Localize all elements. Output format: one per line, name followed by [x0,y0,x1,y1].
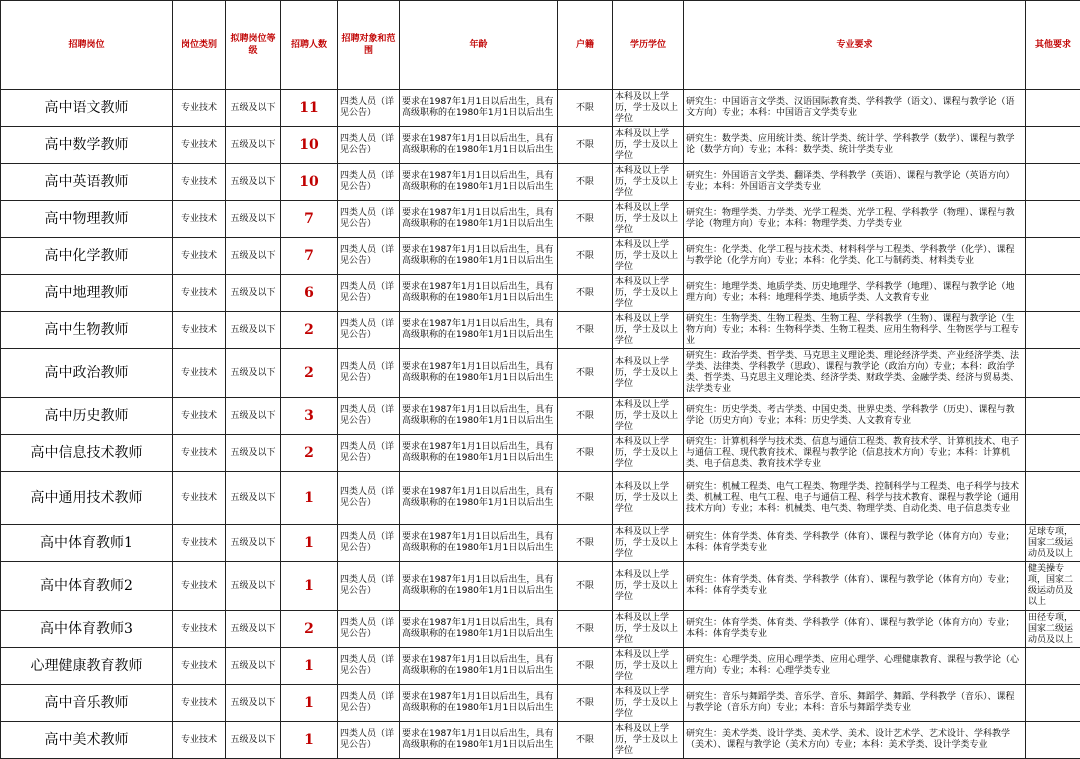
row-count: 1 [281,648,338,685]
row-post: 高中音乐教师 [1,685,173,722]
row-count: 10 [281,164,338,201]
row-age: 要求在1987年1月1日以后出生，具有高级职称的在1980年1月1日以后出生 [400,525,558,562]
row-category: 专业技术 [173,472,226,525]
row-other [1026,90,1080,127]
row-age: 要求在1987年1月1日以后出生，具有高级职称的在1980年1月1日以后出生 [400,238,558,275]
row-edu: 本科及以上学历，学士及以上学位 [613,127,684,164]
table-row [1,648,1080,685]
row-target: 四类人员（详见公告） [338,472,400,525]
row-edu: 本科及以上学历，学士及以上学位 [613,562,684,611]
row-category: 专业技术 [173,201,226,238]
row-level: 五级及以下 [226,398,281,435]
table-row [1,611,1080,648]
table-row [1,398,1080,435]
row-huji: 不限 [558,525,613,562]
row-level: 五级及以下 [226,238,281,275]
row-level: 五级及以下 [226,472,281,525]
row-count: 3 [281,398,338,435]
row-post: 高中生物教师 [1,312,173,349]
header-huji: 户籍 [558,1,613,90]
row-post: 高中数学教师 [1,127,173,164]
table-row [1,435,1080,472]
row-other: 田径专项，国家二级运动员及以上 [1026,611,1080,648]
row-major: 研究生：中国语言文学类、汉语国际教育类、学科教学（语文）、课程与教学论（语文方向）专业；本科：中国语言文学类专业 [684,90,1026,127]
row-age: 要求在1987年1月1日以后出生，具有高级职称的在1980年1月1日以后出生 [400,312,558,349]
row-major: 研究生：体育学类、体育类、学科教学（体育）、课程与教学论（体育方向）专业；本科：体育学类专业 [684,611,1026,648]
row-other [1026,238,1080,275]
row-level: 五级及以下 [226,648,281,685]
row-target: 四类人员（详见公告） [338,164,400,201]
row-count: 7 [281,201,338,238]
row-level: 五级及以下 [226,201,281,238]
table-row [1,238,1080,275]
row-post: 高中体育教师1 [1,525,173,562]
row-target: 四类人员（详见公告） [338,238,400,275]
table-row [1,201,1080,238]
row-major: 研究生：体育学类、体育类、学科教学（体育）、课程与教学论（体育方向）专业；本科：体育学类专业 [684,562,1026,611]
row-category: 专业技术 [173,398,226,435]
row-target: 四类人员（详见公告） [338,685,400,722]
header-count: 招聘人数 [281,1,338,90]
row-edu: 本科及以上学历，学士及以上学位 [613,435,684,472]
row-post: 高中体育教师2 [1,562,173,611]
row-level: 五级及以下 [226,525,281,562]
row-category: 专业技术 [173,238,226,275]
row-major: 研究生：外国语言文学类、翻译类、学科教学（英语）、课程与教学论（英语方向）专业；本科：外国语言文学类专业 [684,164,1026,201]
row-other [1026,312,1080,349]
row-edu: 本科及以上学历，学士及以上学位 [613,349,684,398]
row-target: 四类人员（详见公告） [338,201,400,238]
row-target: 四类人员（详见公告） [338,312,400,349]
row-target: 四类人员（详见公告） [338,562,400,611]
row-target: 四类人员（详见公告） [338,648,400,685]
row-age: 要求在1987年1月1日以后出生，具有高级职称的在1980年1月1日以后出生 [400,722,558,759]
row-level: 五级及以下 [226,275,281,312]
row-other [1026,201,1080,238]
row-huji: 不限 [558,398,613,435]
row-edu: 本科及以上学历，学士及以上学位 [613,685,684,722]
row-edu: 本科及以上学历，学士及以上学位 [613,164,684,201]
row-huji: 不限 [558,127,613,164]
header-target: 招聘对象和范围 [338,1,400,90]
row-count: 1 [281,472,338,525]
row-age: 要求在1987年1月1日以后出生，具有高级职称的在1980年1月1日以后出生 [400,685,558,722]
row-huji: 不限 [558,238,613,275]
row-post: 高中通用技术教师 [1,472,173,525]
header-age: 年龄 [400,1,558,90]
row-huji: 不限 [558,90,613,127]
row-major: 研究生：心理学类、应用心理学类、应用心理学、心理健康教育、课程与教学论（心理方向）专业；本科：心理学类专业 [684,648,1026,685]
row-edu: 本科及以上学历，学士及以上学位 [613,611,684,648]
row-other [1026,472,1080,525]
row-target: 四类人员（详见公告） [338,722,400,759]
row-other [1026,435,1080,472]
row-age: 要求在1987年1月1日以后出生，具有高级职称的在1980年1月1日以后出生 [400,611,558,648]
row-age: 要求在1987年1月1日以后出生，具有高级职称的在1980年1月1日以后出生 [400,349,558,398]
row-age: 要求在1987年1月1日以后出生，具有高级职称的在1980年1月1日以后出生 [400,127,558,164]
row-huji: 不限 [558,722,613,759]
row-level: 五级及以下 [226,562,281,611]
row-major: 研究生：政治学类、哲学类、马克思主义理论类、理论经济学类、产业经济学类、法学类、法律类、学科教学（思政）、课程与教学论（政治方向）专业；本科：政治学类、哲学类、马克思主义理论类、经济学类、财政学类、金融学类、经济与贸易类、法学类专业 [684,349,1026,398]
row-major: 研究生：历史学类、考古学类、中国史类、世界史类、学科教学（历史）、课程与教学论（历史方向）专业；本科：历史学类、人文教育专业 [684,398,1026,435]
row-huji: 不限 [558,472,613,525]
row-major: 研究生：地理学类、地质学类、历史地理学、学科教学（地理）、课程与教学论（地理方向）专业；本科：地理科学类、地质学类、人文教育专业 [684,275,1026,312]
row-huji: 不限 [558,685,613,722]
row-count: 1 [281,722,338,759]
row-category: 专业技术 [173,722,226,759]
row-category: 专业技术 [173,685,226,722]
row-count: 1 [281,685,338,722]
row-huji: 不限 [558,275,613,312]
row-edu: 本科及以上学历，学士及以上学位 [613,472,684,525]
row-post: 高中信息技术教师 [1,435,173,472]
table-row [1,275,1080,312]
row-level: 五级及以下 [226,435,281,472]
row-target: 四类人员（详见公告） [338,127,400,164]
row-major: 研究生：美术学类、设计学类、美术学、美术、设计艺术学、艺术设计、学科教学（美术）、课程与教学论（美术方向）专业；本科：美术学类、设计学类专业 [684,722,1026,759]
row-level: 五级及以下 [226,127,281,164]
row-age: 要求在1987年1月1日以后出生，具有高级职称的在1980年1月1日以后出生 [400,164,558,201]
table-body [1,90,1080,759]
row-category: 专业技术 [173,562,226,611]
row-post: 高中历史教师 [1,398,173,435]
row-huji: 不限 [558,312,613,349]
table-row [1,562,1080,611]
row-target: 四类人员（详见公告） [338,525,400,562]
header-row [1,1,1080,90]
row-post: 心理健康教育教师 [1,648,173,685]
row-huji: 不限 [558,164,613,201]
row-edu: 本科及以上学历，学士及以上学位 [613,90,684,127]
row-edu: 本科及以上学历，学士及以上学位 [613,398,684,435]
row-category: 专业技术 [173,90,226,127]
header-post: 招聘岗位 [1,1,173,90]
row-count: 2 [281,349,338,398]
row-huji: 不限 [558,349,613,398]
row-other [1026,685,1080,722]
header-level: 拟聘岗位等级 [226,1,281,90]
row-age: 要求在1987年1月1日以后出生，具有高级职称的在1980年1月1日以后出生 [400,562,558,611]
row-age: 要求在1987年1月1日以后出生，具有高级职称的在1980年1月1日以后出生 [400,90,558,127]
row-huji: 不限 [558,648,613,685]
row-age: 要求在1987年1月1日以后出生，具有高级职称的在1980年1月1日以后出生 [400,275,558,312]
row-edu: 本科及以上学历，学士及以上学位 [613,312,684,349]
row-edu: 本科及以上学历，学士及以上学位 [613,722,684,759]
row-major: 研究生：数学类、应用统计类、统计学类、统计学、学科教学（数学）、课程与教学论（数学方向）专业；本科：数学类、统计学类专业 [684,127,1026,164]
table-row [1,127,1080,164]
row-other: 足球专项，国家二级运动员及以上 [1026,525,1080,562]
row-count: 2 [281,312,338,349]
row-other [1026,127,1080,164]
row-level: 五级及以下 [226,164,281,201]
row-other [1026,164,1080,201]
row-major: 研究生：计算机科学与技术类、信息与通信工程类、教育技术学、计算机技术、电子与通信工程、现代教育技术、课程与教学论（信息技术方向）专业；本科：计算机类、电子信息类、教育技术学专业 [684,435,1026,472]
row-edu: 本科及以上学历，学士及以上学位 [613,275,684,312]
row-level: 五级及以下 [226,312,281,349]
row-category: 专业技术 [173,312,226,349]
row-category: 专业技术 [173,164,226,201]
row-other: 健美操专项，国家二级运动员及以上 [1026,562,1080,611]
row-edu: 本科及以上学历，学士及以上学位 [613,238,684,275]
row-huji: 不限 [558,611,613,648]
row-edu: 本科及以上学历，学士及以上学位 [613,525,684,562]
table-row [1,312,1080,349]
row-post: 高中地理教师 [1,275,173,312]
row-post: 高中美术教师 [1,722,173,759]
row-huji: 不限 [558,562,613,611]
row-level: 五级及以下 [226,685,281,722]
row-other [1026,398,1080,435]
row-category: 专业技术 [173,127,226,164]
row-target: 四类人员（详见公告） [338,435,400,472]
row-major: 研究生：化学类、化学工程与技术类、材料科学与工程类、学科教学（化学）、课程与教学论（化学方向）专业；本科：化学类、化工与制药类、材料类专业 [684,238,1026,275]
row-post: 高中英语教师 [1,164,173,201]
row-huji: 不限 [558,435,613,472]
row-level: 五级及以下 [226,90,281,127]
row-age: 要求在1987年1月1日以后出生，具有高级职称的在1980年1月1日以后出生 [400,398,558,435]
row-age: 要求在1987年1月1日以后出生，具有高级职称的在1980年1月1日以后出生 [400,201,558,238]
row-edu: 本科及以上学历，学士及以上学位 [613,648,684,685]
row-other [1026,349,1080,398]
row-major: 研究生：音乐与舞蹈学类、音乐学、音乐、舞蹈学、舞蹈、学科教学（音乐）、课程与教学论（音乐方向）专业；本科：音乐与舞蹈学类专业 [684,685,1026,722]
row-target: 四类人员（详见公告） [338,398,400,435]
row-age: 要求在1987年1月1日以后出生，具有高级职称的在1980年1月1日以后出生 [400,648,558,685]
row-other [1026,275,1080,312]
header-category: 岗位类别 [173,1,226,90]
row-count: 2 [281,611,338,648]
table-row [1,349,1080,398]
row-count: 6 [281,275,338,312]
row-huji: 不限 [558,201,613,238]
row-category: 专业技术 [173,435,226,472]
row-other [1026,722,1080,759]
row-target: 四类人员（详见公告） [338,90,400,127]
row-category: 专业技术 [173,275,226,312]
row-count: 2 [281,435,338,472]
row-count: 1 [281,562,338,611]
row-post: 高中化学教师 [1,238,173,275]
row-age: 要求在1987年1月1日以后出生，具有高级职称的在1980年1月1日以后出生 [400,472,558,525]
row-target: 四类人员（详见公告） [338,275,400,312]
table-row [1,525,1080,562]
header-major: 专业要求 [684,1,1026,90]
row-other [1026,648,1080,685]
row-category: 专业技术 [173,611,226,648]
header-other: 其他要求 [1026,1,1080,90]
row-level: 五级及以下 [226,349,281,398]
row-major: 研究生：机械工程类、电气工程类、物理学类、控制科学与工程类、电子科学与技术类、机械工程、电气工程、电子与通信工程、科学与技术教育、课程与教学论（通用技术方向）专业；本科：机械类、电气类、物理学类、自动化类、电子信息类专业 [684,472,1026,525]
table-row [1,164,1080,201]
row-major: 研究生：生物学类、生物工程类、生物工程、学科教学（生物）、课程与教学论（生物方向）专业；本科：生物科学类、生物工程类、应用生物科学、生物医学与工程专业 [684,312,1026,349]
row-age: 要求在1987年1月1日以后出生，具有高级职称的在1980年1月1日以后出生 [400,435,558,472]
row-category: 专业技术 [173,525,226,562]
row-target: 四类人员（详见公告） [338,611,400,648]
header-edu: 学历学位 [613,1,684,90]
row-count: 1 [281,525,338,562]
row-category: 专业技术 [173,349,226,398]
row-category: 专业技术 [173,648,226,685]
table-row [1,90,1080,127]
row-count: 11 [281,90,338,127]
table-row [1,472,1080,525]
row-major: 研究生：体育学类、体育类、学科教学（体育）、课程与教学论（体育方向）专业；本科：体育学类专业 [684,525,1026,562]
row-level: 五级及以下 [226,611,281,648]
row-level: 五级及以下 [226,722,281,759]
row-post: 高中物理教师 [1,201,173,238]
row-major: 研究生：物理学类、力学类、光学工程类、光学工程、学科教学（物理）、课程与教学论（物理方向）专业；本科：物理学类、力学类专业 [684,201,1026,238]
row-edu: 本科及以上学历，学士及以上学位 [613,201,684,238]
row-count: 7 [281,238,338,275]
row-target: 四类人员（详见公告） [338,349,400,398]
row-post: 高中语文教师 [1,90,173,127]
table-row [1,722,1080,759]
row-post: 高中体育教师3 [1,611,173,648]
row-count: 10 [281,127,338,164]
row-post: 高中政治教师 [1,349,173,398]
table-row [1,685,1080,722]
